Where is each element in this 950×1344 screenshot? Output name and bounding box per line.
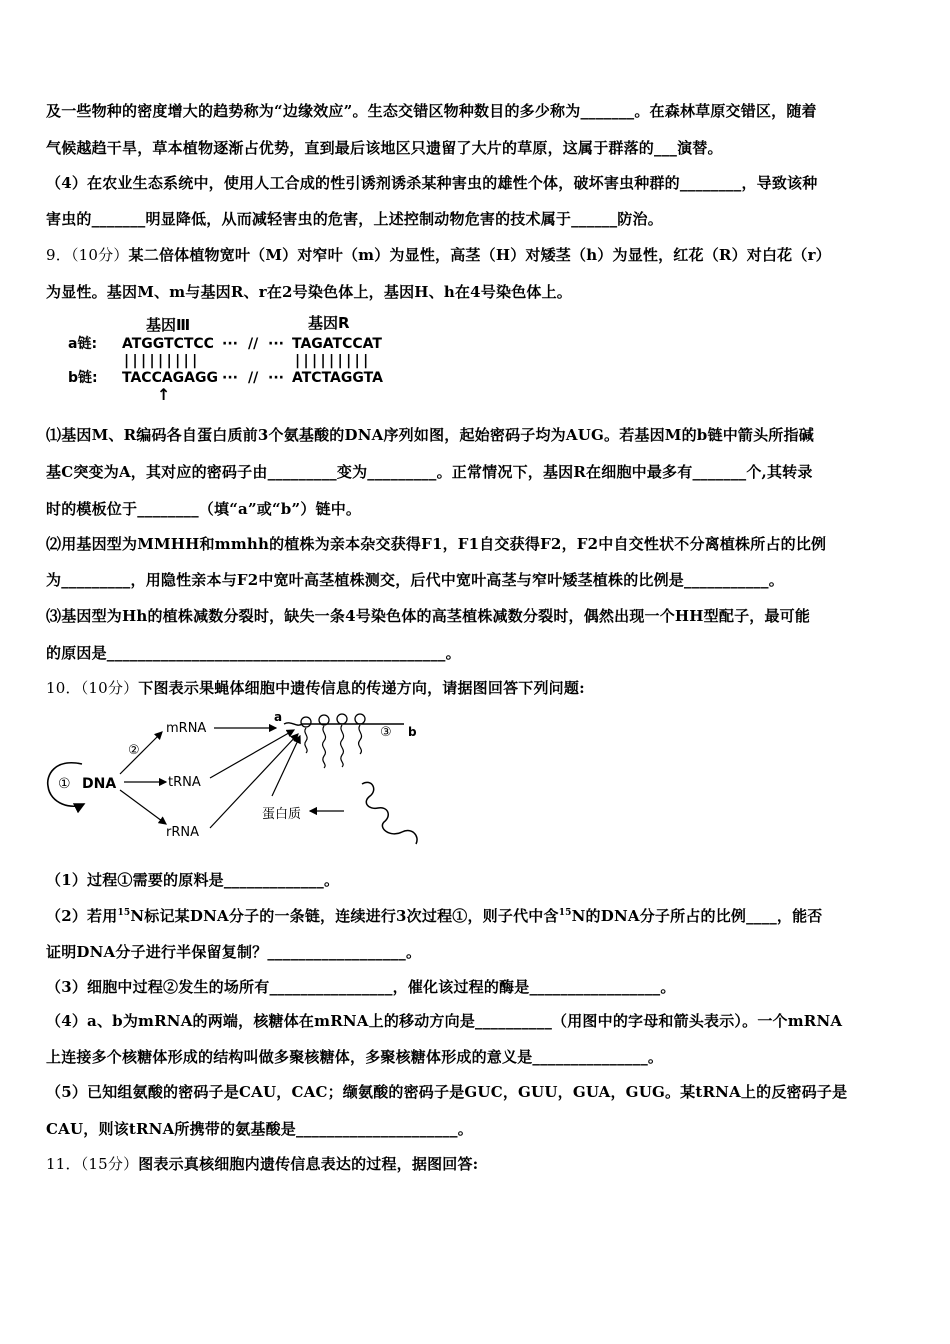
text-fragment: N的DNA分子所占的比例____，能否	[571, 907, 823, 925]
protein-arrow	[272, 736, 300, 796]
mutation-arrow-icon: ↑	[157, 385, 171, 400]
transcription-arrow	[120, 790, 166, 824]
question-text: 图表示真核细胞内遗传信息表达的过程，据图回答:	[138, 1155, 479, 1173]
gene-flow-figure	[44, 706, 424, 846]
text-line: （1）过程①需要的原料是_____________。	[46, 871, 340, 889]
text-line: 时的模板位于________（填“a”或“b”）链中。	[46, 500, 362, 518]
b-chain-seq-m: TACCAGAGG	[122, 370, 218, 386]
text-line: 为_________，用隐性亲本与F2中宽叶高茎植株测交，后代中宽叶高茎与窄叶矮茎植株的比例是___________。	[46, 571, 784, 589]
polypeptide-chain	[359, 725, 362, 754]
mrna-end-b: b	[408, 725, 417, 739]
mrna-label: mRNA	[166, 721, 207, 736]
text-line: CAU，则该tRNA所携带的氨基酸是_____________________。	[46, 1120, 473, 1138]
text-line: （4）a、b为mRNA的两端，核糖体在mRNA上的移动方向是__________（用图中的字母和箭头表示）。一个mRNA	[46, 1012, 843, 1030]
ribosome	[301, 717, 311, 727]
text-line: （3）细胞中过程②发生的场所有________________，催化该过程的酶是_________________。	[46, 978, 676, 996]
a-chain-seq-m: ATGGTCTCC	[122, 336, 214, 352]
step-2-label: ②	[128, 743, 140, 758]
bonds-m: |||||||||	[124, 353, 201, 369]
text-line: 的原因是____________________________________________。	[46, 644, 461, 662]
rrna-label: rRNA	[166, 825, 199, 840]
a-chain-dots: ···	[268, 336, 284, 352]
isotope-superscript: 15	[117, 908, 131, 918]
text-line: 证明DNA分子进行半保留复制？__________________。	[46, 943, 422, 961]
polypeptide-chain	[323, 726, 326, 768]
b-chain-break: //	[248, 370, 259, 386]
b-chain-dots: ···	[268, 370, 284, 386]
protein-label: 蛋白质	[262, 807, 302, 822]
a-chain-break: //	[248, 336, 259, 352]
dna-label: DNA	[82, 776, 117, 792]
gene-r-label: 基因R	[308, 314, 350, 332]
ribosome	[355, 714, 365, 724]
b-chain-seq-r: ATCTAGGTA	[292, 370, 383, 386]
isotope-superscript: 15	[558, 908, 572, 918]
polypeptide-chain	[341, 725, 344, 767]
gene-m-label: 基因Ⅲ	[146, 316, 191, 334]
text-line	[46, 906, 908, 926]
b-chain-dots: ···	[222, 370, 238, 386]
text-line: 上连接多个核糖体形成的结构叫做多聚核糖体，多聚核糖体形成的意义是_______________。	[46, 1048, 664, 1066]
question-10-header	[46, 678, 908, 698]
a-chain-dots: ···	[222, 336, 238, 352]
text-fragment: N标记某DNA分子的一条链，连续进行3次过程①，则子代中含	[130, 907, 559, 925]
question-9-header	[46, 245, 908, 265]
question-score: （10分）	[70, 246, 129, 264]
b-chain-label: b链:	[68, 370, 98, 386]
trna-label: tRNA	[168, 775, 201, 790]
text-line: （4）在农业生态系统中，使用人工合成的性引诱剂诱杀某种害虫的雄性个体，破坏害虫种群的________，导致该种	[46, 174, 818, 192]
bonds-r: |||||||||	[295, 353, 372, 369]
trna-arrow	[210, 730, 294, 778]
text-line: 为显性。基因M、m与基因R、r在2号染色体上，基因H、h在4号染色体上。	[46, 283, 572, 301]
text-line: 基C突变为A，其对应的密码子由_________变为_________。正常情况下，基因R在细胞中最多有_______个,其转录	[46, 463, 813, 481]
a-chain-label: a链:	[68, 336, 98, 352]
question-text: 某二倍体植物宽叶（M）对窄叶（m）为显性，高茎（H）对矮茎（h）为显性，红花（R）对白花（r）	[128, 246, 831, 264]
protein-chain	[362, 782, 417, 844]
question-number: 11．	[46, 1155, 81, 1173]
mrna-end-a: a	[274, 710, 283, 724]
text-line: （5）已知组氨酸的密码子是CAU，CAC；缬氨酸的密码子是GUC，GUU，GUA，GUG。某tRNA上的反密码子是	[46, 1083, 848, 1101]
question-11-header	[46, 1154, 908, 1174]
text-line: 害虫的_______明显降低，从而减轻害虫的危害，上述控制动物危害的技术属于______防治。	[46, 210, 663, 228]
text-line: ⑴基因M、R编码各自蛋白质前3个氨基酸的DNA序列如图，起始密码子均为AUG。若基因M的b链中箭头所指碱	[46, 426, 814, 444]
question-number: 9．	[46, 246, 71, 264]
question-text: 下图表示果蝇体细胞中遗传信息的传递方向，请据图回答下列问题:	[138, 679, 585, 697]
text-line: ⑶基因型为Hh的植株减数分裂时，缺失一条4号染色体的高茎植株减数分裂时，偶然出现一个HH型配子，最可能	[46, 607, 811, 625]
step-1-label: ①	[58, 776, 71, 792]
transcription-arrow	[120, 732, 162, 774]
text-line: 气候越趋干旱，草本植物逐渐占优势，直到最后该地区只遗留了大片的草原，这属于群落的___演替。	[46, 139, 723, 157]
gene-sequence-figure	[66, 312, 406, 400]
text-line: ⑵用基因型为MMHH和mmhh的植株为亲本杂交获得F1，F1自交获得F2，F2中自交性状不分离植株所占的比例	[46, 535, 827, 553]
text-fragment: （2）若用	[46, 907, 118, 925]
text-line: 及一些物种的密度增大的趋势称为“边缘效应”。生态交错区物种数目的多少称为_______。在森林草原交错区，随着	[46, 102, 817, 120]
question-score: （15分）	[80, 1155, 139, 1173]
a-chain-seq-r: TAGATCCAT	[292, 336, 382, 352]
step-3-label: ③	[380, 725, 392, 740]
polypeptide-chain	[305, 728, 307, 753]
ribosome	[337, 714, 347, 724]
question-score: （10分）	[80, 679, 139, 697]
question-number: 10．	[46, 679, 81, 697]
